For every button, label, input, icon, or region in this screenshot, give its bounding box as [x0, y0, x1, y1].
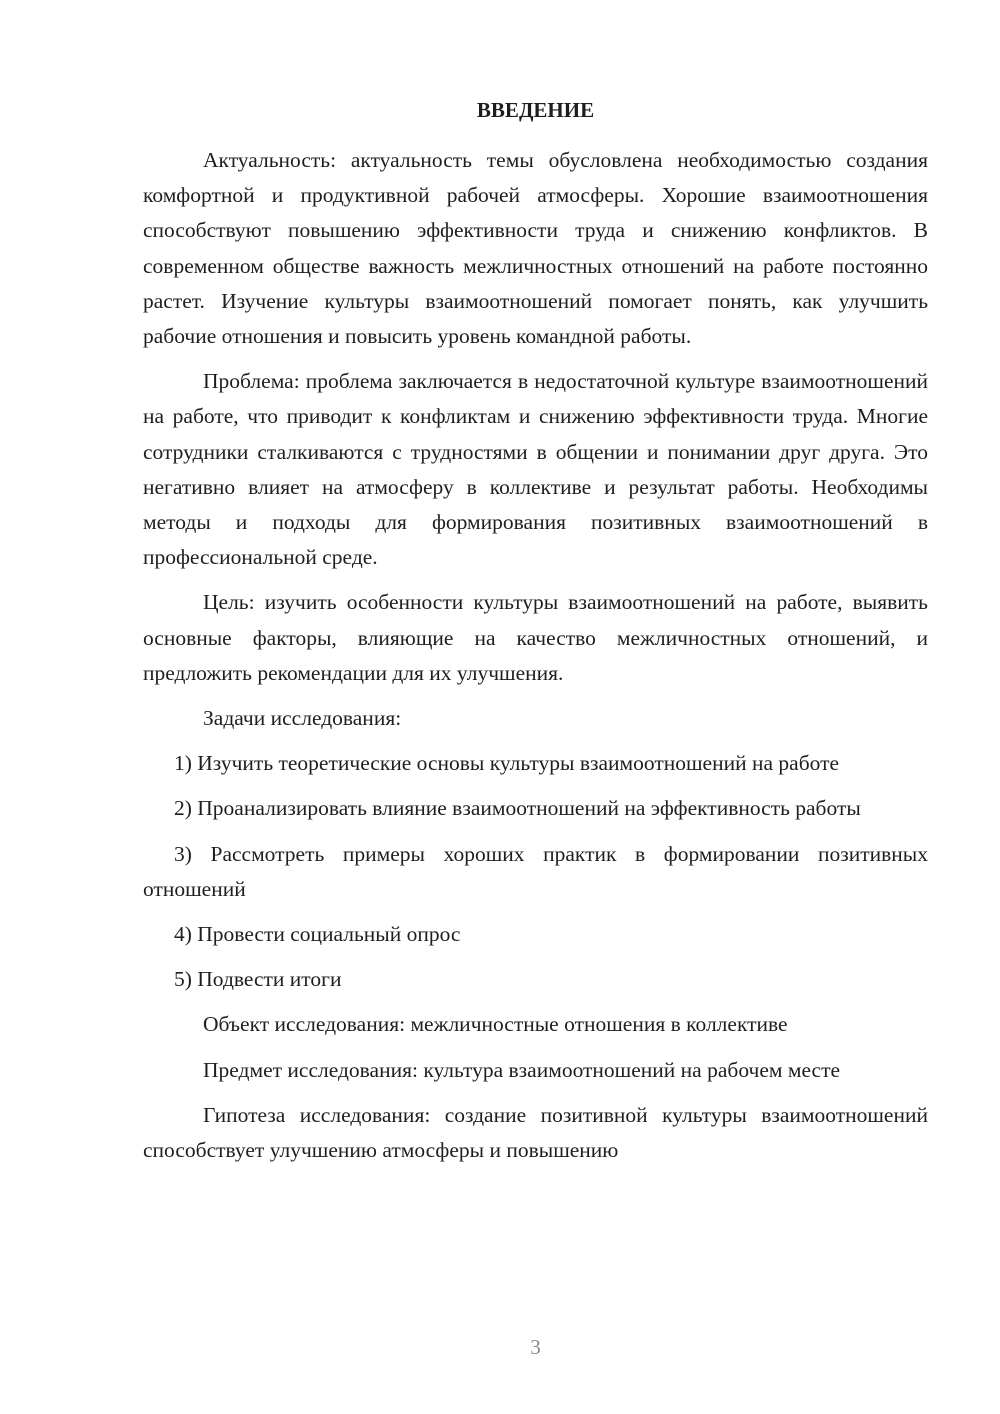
page-number: 3 [530, 1335, 541, 1359]
document-page [143, 0, 928, 1414]
task-item-4: 4) Провести социальный опрос [174, 922, 461, 947]
paragraph-goal: Цель: изучить особенности культуры взаимоотношений на работе, выявить основные факторы, влияющие на качество межличностных отношений, и предложить рекомендации для их улучшения. [143, 590, 928, 685]
task-item-2: 2) Проанализировать влияние взаимоотношений на эффективность работы [174, 796, 861, 821]
paragraph-hypothesis: Гипотеза исследования: создание позитивной культуры взаимоотношений способствует улучшению атмосферы и повышению [143, 1102, 928, 1163]
task-item-3: 3) Рассмотреть примеры хороших практик в формировании позитивных отношений [143, 841, 928, 901]
task-item-1: 1) Изучить теоретические основы культуры взаимоотношений на работе [174, 751, 840, 776]
page-title: ВВЕДЕНИЕ [476, 98, 595, 122]
document-body [143, 143, 928, 1178]
paragraph-tasks-heading: Задачи исследования: [203, 706, 402, 731]
paragraph-problem: Проблема: проблема заключается в недостаточной культуре взаимоотношений на работе, что приводит к конфликтам и снижению эффективности труда. Многие сотрудники сталкиваются с трудностями в общении и понимании друг друга. Это негативно влияет на атмосферу в коллективе и результат работы. Необходимы методы и подходы для формирования позитивных взаимоотношений в профессиональной среде. [143, 369, 928, 570]
paragraph-subject: Предмет исследования: культура взаимоотношений на рабочем месте [203, 1057, 841, 1082]
task-item-5: 5) Подвести итоги [174, 967, 342, 992]
paragraph-relevance: Актуальность: актуальность темы обусловлена необходимостью создания комфортной и продуктивной рабочей атмосферы. Хорошие взаимоотношения способствуют повышению эффективности труда и снижению конфликтов. В современном обществе важность межличностных отношений на работе постоянно растет. Изучение культуры взаимоотношений помогает понять, как улучшить рабочие отношения и повысить уровень командной работы. [143, 148, 928, 349]
paragraph-object: Объект исследования: межличностные отношения в коллективе [203, 1012, 788, 1037]
